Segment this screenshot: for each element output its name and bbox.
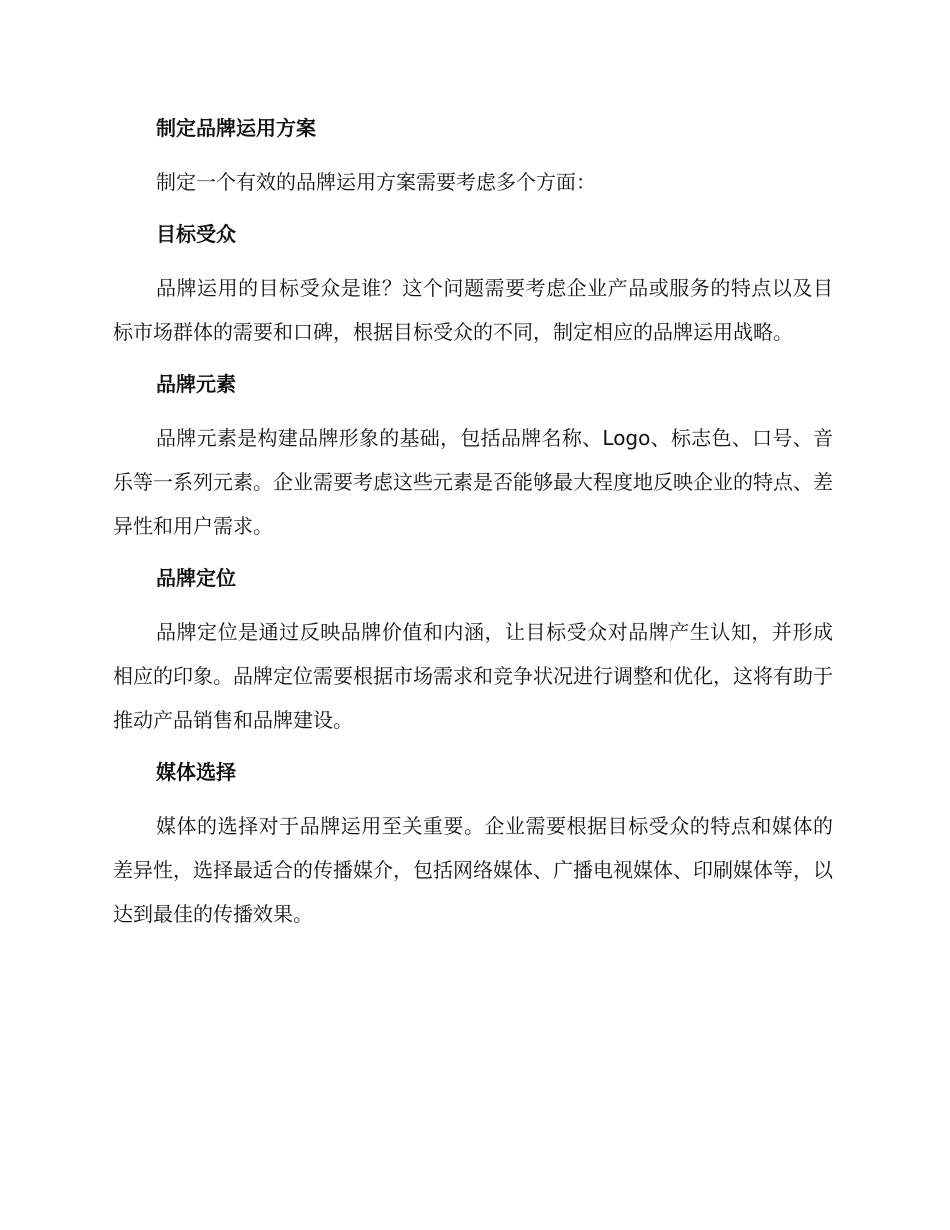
document-title: 制定品牌运用方案 <box>156 116 316 140</box>
intro-paragraph: 制定一个有效的品牌运用方案需要考虑多个方面： <box>156 170 596 194</box>
spacer <box>113 790 833 804</box>
section-heading-media-selection: 媒体选择 <box>156 760 236 784</box>
spacer <box>113 252 833 266</box>
section-heading-brand-positioning: 品牌定位 <box>156 566 236 590</box>
section-body-brand-positioning: 品牌定位是通过反映品牌价值和内涵，让目标受众对品牌产生认知，并形成相应的印象。品牌定位需要根据市场需求和竞争状况进行调整和优化，这将有助于推动产品销售和品牌建设。 <box>113 620 833 732</box>
section-body-target-audience: 品牌运用的目标受众是谁？这个问题需要考虑企业产品或服务的特点以及目标市场群体的需要和口碑，根据目标受众的不同，制定相应的品牌运用战略。 <box>113 276 833 344</box>
spacer <box>113 146 833 160</box>
spacer <box>113 596 833 610</box>
spacer <box>113 204 833 216</box>
spacer <box>113 548 833 560</box>
section-body-media-selection: 媒体的选择对于品牌运用至关重要。企业需要根据目标受众的特点和媒体的差异性，选择最适合的传播媒介，包括网络媒体、广播电视媒体、印刷媒体等，以达到最佳的传播效果。 <box>113 814 833 926</box>
section-body-brand-elements: 品牌元素是构建品牌形象的基础，包括品牌名称、Logo、标志色、口号、音乐等一系列元素。企业需要考虑这些元素是否能够最大程度地反映企业的特点、差异性和用户需求。 <box>113 426 833 538</box>
spacer <box>113 742 833 754</box>
section-heading-target-audience: 目标受众 <box>156 222 236 246</box>
document-content <box>113 110 833 936</box>
spacer <box>113 402 833 416</box>
section-heading-brand-elements: 品牌元素 <box>156 372 236 396</box>
spacer <box>113 354 833 366</box>
